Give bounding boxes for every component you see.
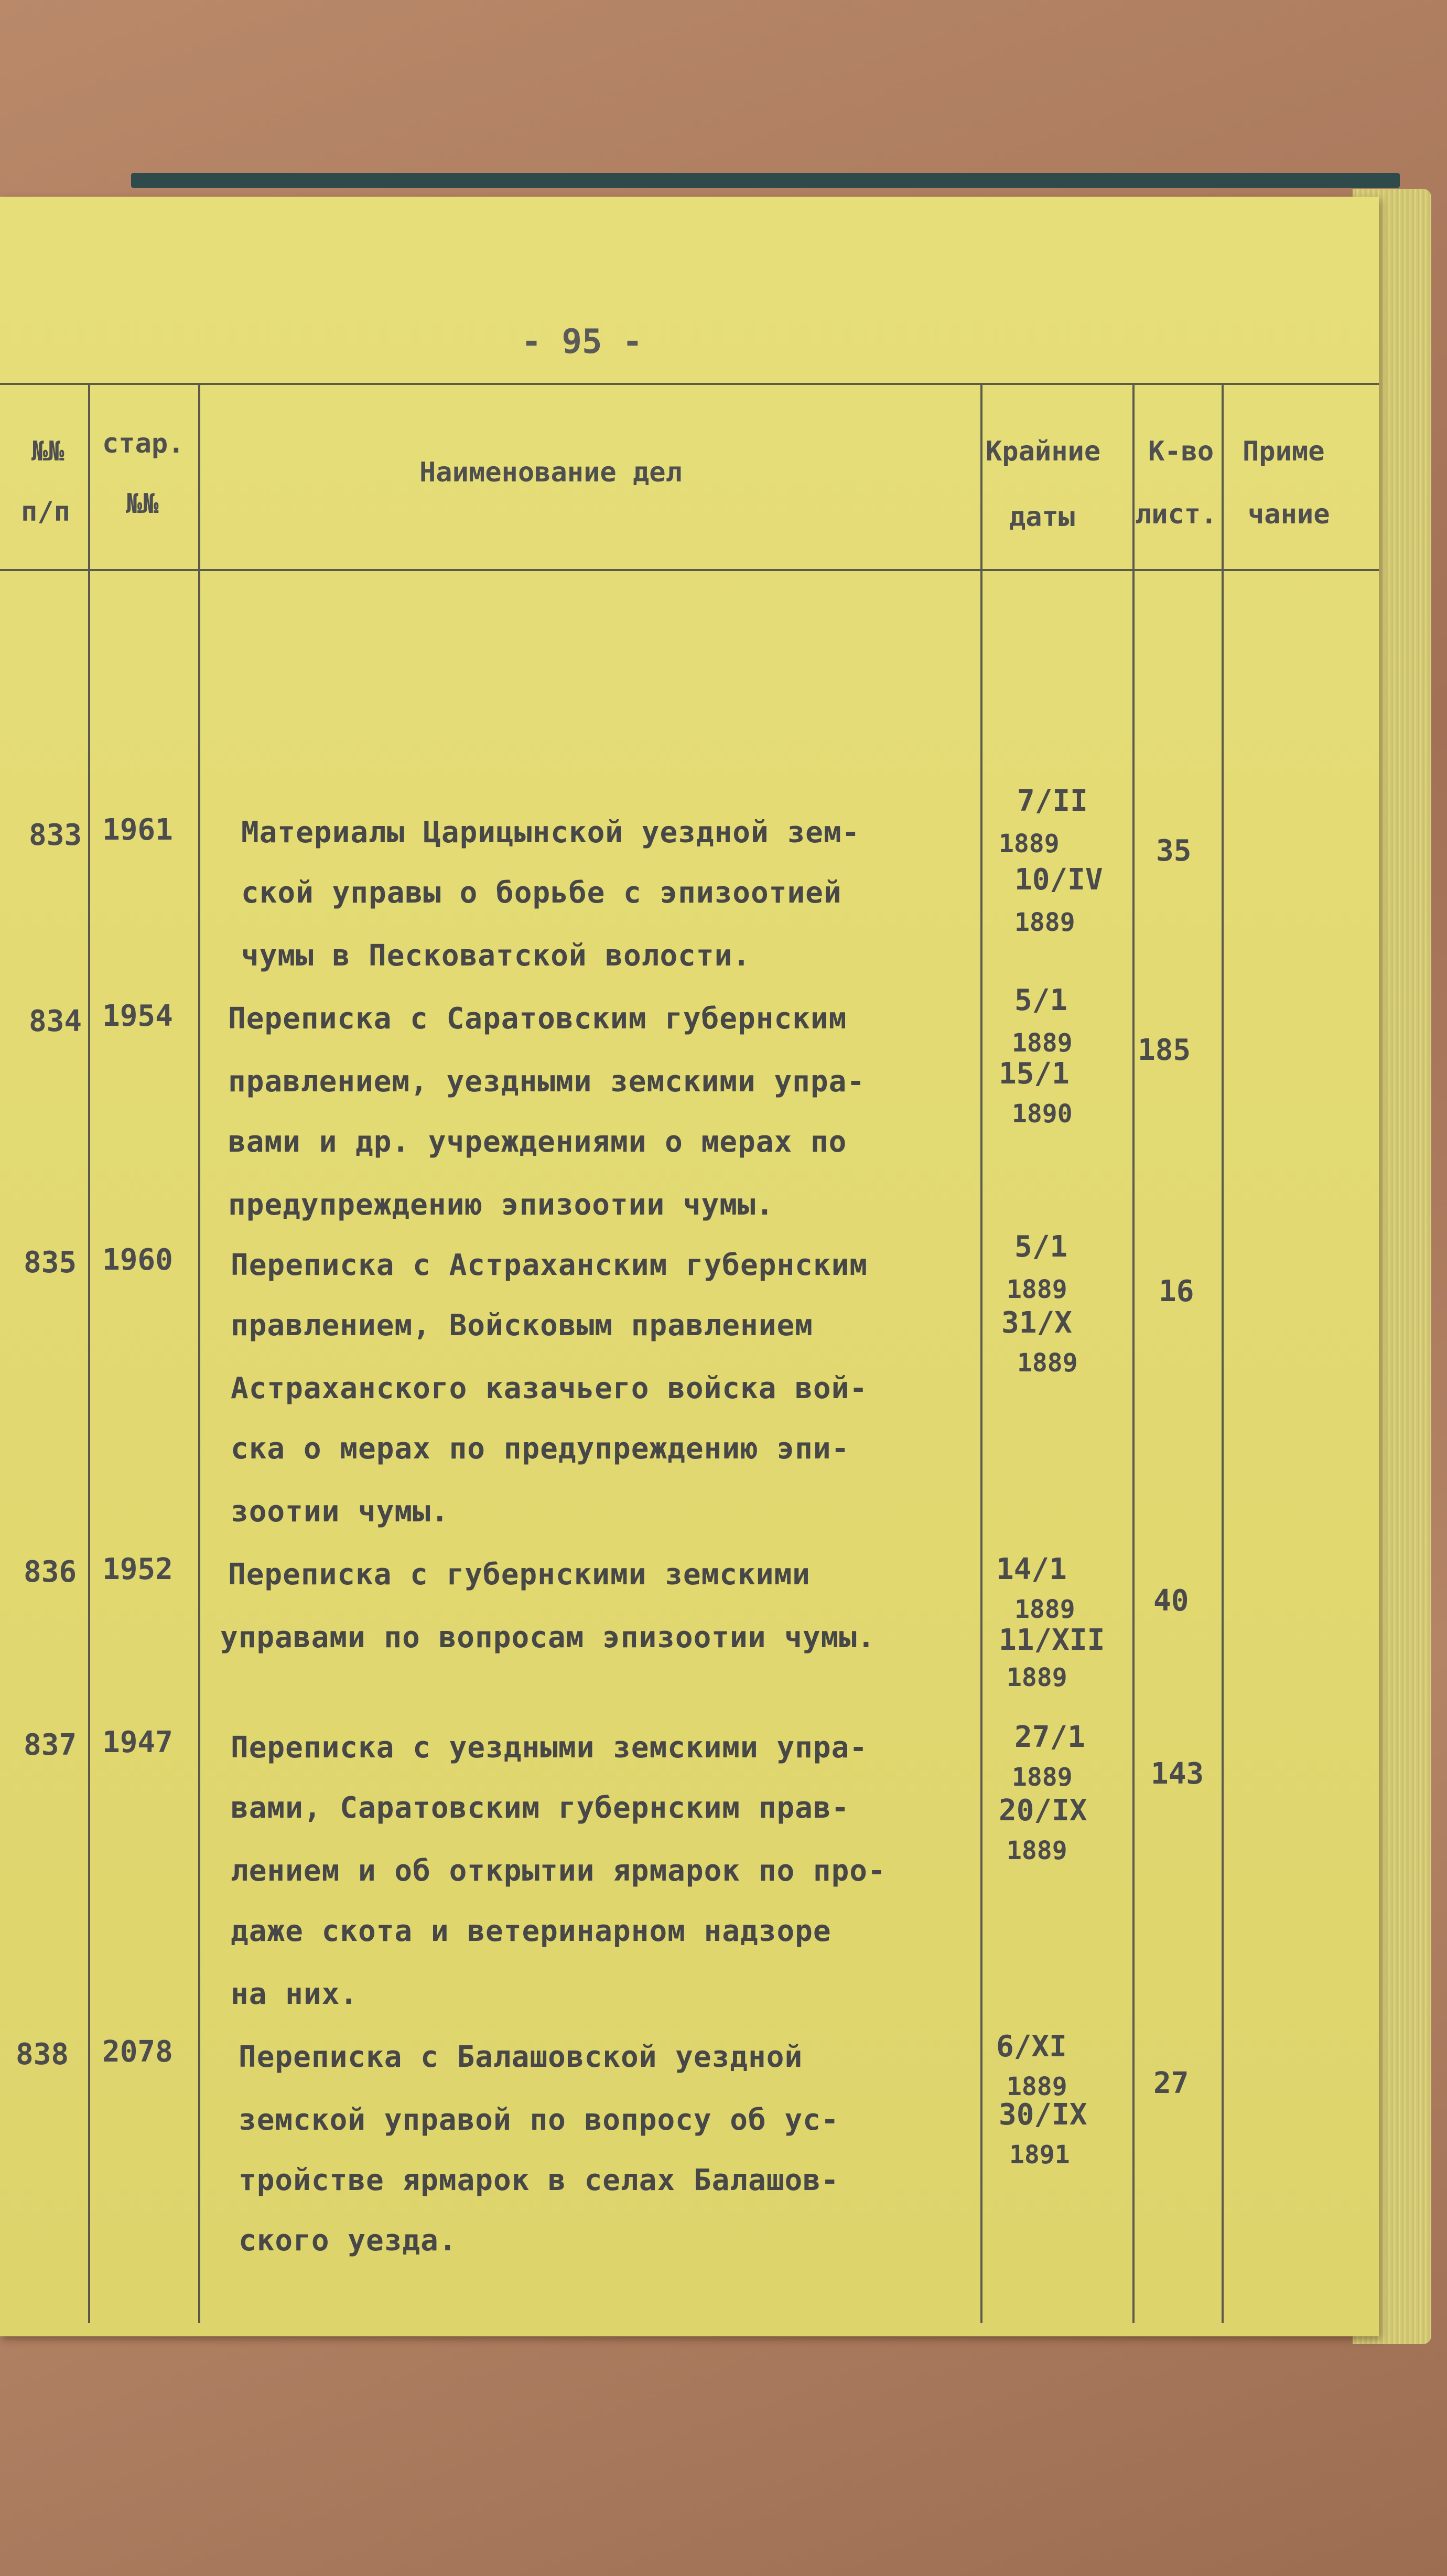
- row-date-end: 11/XII: [999, 1623, 1105, 1657]
- row-num: 835: [24, 1246, 77, 1280]
- header-num-line1: №№: [31, 436, 64, 467]
- row-date-end-year: 1891: [1009, 2140, 1070, 2170]
- header-dates-line1: Крайние: [986, 436, 1101, 467]
- binder-cover-edge: [131, 173, 1400, 188]
- row-title-line: предупреждению эпизоотии чумы.: [228, 1188, 774, 1222]
- header-top-rule: [0, 383, 1379, 385]
- row-title-line: Переписка с Балашовской уездной: [239, 2040, 803, 2074]
- row-sheet-count: 35: [1156, 834, 1192, 868]
- row-date-start: 6/XI: [996, 2030, 1067, 2064]
- row-date-start: 14/1: [996, 1552, 1067, 1586]
- row-date-end-year: 1889: [1017, 1348, 1078, 1378]
- header-num-line2: п/п: [21, 496, 70, 528]
- row-date-end-year: 1889: [1014, 908, 1075, 937]
- row-title-line: тройстве ярмарок в селах Балашов-: [239, 2163, 839, 2197]
- header-notes-line1: Приме: [1243, 436, 1325, 467]
- row-title-line: зоотии чумы.: [231, 1495, 449, 1529]
- row-date-start: 27/1: [1014, 1720, 1085, 1754]
- row-title-line: ского уезда.: [239, 2224, 457, 2258]
- row-date-start-year: 1889: [999, 829, 1060, 858]
- header-dates-line2: даты: [1009, 501, 1075, 533]
- row-date-end: 20/IX: [999, 1794, 1087, 1828]
- row-sheet-count: 40: [1153, 1584, 1189, 1618]
- column-rule-num: [88, 383, 90, 2323]
- row-title-line: на них.: [231, 1977, 359, 2011]
- row-date-start-year: 1889: [1007, 2072, 1067, 2101]
- row-title-line: даже скота и ветеринарном надзоре: [231, 1914, 832, 1948]
- row-date-start-year: 1889: [1012, 1763, 1073, 1792]
- row-num: 836: [24, 1555, 77, 1589]
- row-title-line: Астраханского казачьего войска вой-: [231, 1371, 868, 1405]
- page-number: - 95 -: [521, 323, 643, 361]
- row-date-start: 5/1: [1014, 983, 1068, 1017]
- row-date-end: 15/1: [999, 1057, 1070, 1091]
- header-sheets-line1: К-во: [1148, 436, 1214, 467]
- row-date-end: 30/IX: [999, 2098, 1087, 2132]
- column-rule-old: [198, 383, 200, 2323]
- row-num: 838: [16, 2037, 69, 2071]
- row-old-num: 1961: [102, 813, 173, 847]
- row-date-end: 10/IV: [1014, 863, 1103, 897]
- header-old-line2: №№: [126, 488, 159, 520]
- row-old-num: 1954: [102, 999, 173, 1033]
- row-sheet-count: 185: [1138, 1033, 1191, 1067]
- row-sheet-count: 27: [1153, 2066, 1189, 2100]
- row-title-line: Материалы Царицынской уездной зем-: [241, 815, 860, 850]
- row-num: 837: [24, 1728, 77, 1762]
- row-title-line: правлением, уездными земскими упра-: [228, 1065, 866, 1099]
- header-bottom-rule: [0, 569, 1379, 571]
- row-date-start-year: 1889: [1007, 1275, 1067, 1304]
- row-title-line: чумы в Песковатской волости.: [241, 939, 751, 973]
- row-title-line: лением и об открытии ярмарок по про-: [231, 1854, 886, 1888]
- row-title-line: земской управой по вопросу об ус-: [239, 2103, 839, 2137]
- row-num: 833: [29, 818, 82, 852]
- row-old-num: 1947: [102, 1725, 173, 1759]
- row-sheet-count: 143: [1151, 1757, 1204, 1791]
- row-title-line: Переписка с губернскими земскими: [228, 1558, 811, 1592]
- row-title-line: правлением, Войсковым правлением: [231, 1308, 813, 1343]
- header-notes-line2: чание: [1248, 499, 1330, 530]
- row-date-end-year: 1890: [1012, 1099, 1073, 1129]
- row-old-num: 2078: [102, 2035, 173, 2069]
- row-title-line: Переписка с Астраханским губернским: [231, 1248, 868, 1282]
- header-title: Наименование дел: [419, 457, 682, 488]
- archive-page: [0, 197, 1379, 2336]
- row-date-start-year: 1889: [1012, 1028, 1073, 1058]
- header-old-line1: стар.: [102, 428, 185, 459]
- row-date-end-year: 1889: [1007, 1836, 1067, 1865]
- row-title-line: ской управы о борьбе с эпизоотией: [241, 876, 842, 910]
- row-old-num: 1960: [102, 1243, 173, 1277]
- row-title-line: ска о мерах по предупреждению эпи-: [231, 1432, 850, 1466]
- row-num: 834: [29, 1004, 82, 1038]
- column-rule-sheets: [1222, 383, 1224, 2323]
- row-title-line: управами по вопросам эпизоотии чумы.: [220, 1620, 876, 1655]
- header-sheets-line2: лист.: [1135, 499, 1217, 530]
- row-date-start: 5/1: [1014, 1230, 1068, 1264]
- row-title-line: вами, Саратовским губернским прав-: [231, 1791, 850, 1825]
- column-rule-title: [980, 383, 982, 2323]
- row-date-end-year: 1889: [1007, 1663, 1067, 1692]
- row-date-start-year: 1889: [1014, 1595, 1075, 1624]
- column-rule-dates: [1132, 383, 1135, 2323]
- row-old-num: 1952: [102, 1552, 173, 1586]
- row-title-line: Переписка с Саратовским губернским: [228, 1002, 847, 1036]
- row-sheet-count: 16: [1159, 1274, 1194, 1308]
- row-title-line: вами и др. учреждениями о мерах по: [228, 1125, 847, 1159]
- row-date-end: 31/X: [1001, 1306, 1072, 1340]
- row-title-line: Переписка с уездными земскими упра-: [231, 1731, 868, 1765]
- row-date-start: 7/II: [1017, 784, 1088, 818]
